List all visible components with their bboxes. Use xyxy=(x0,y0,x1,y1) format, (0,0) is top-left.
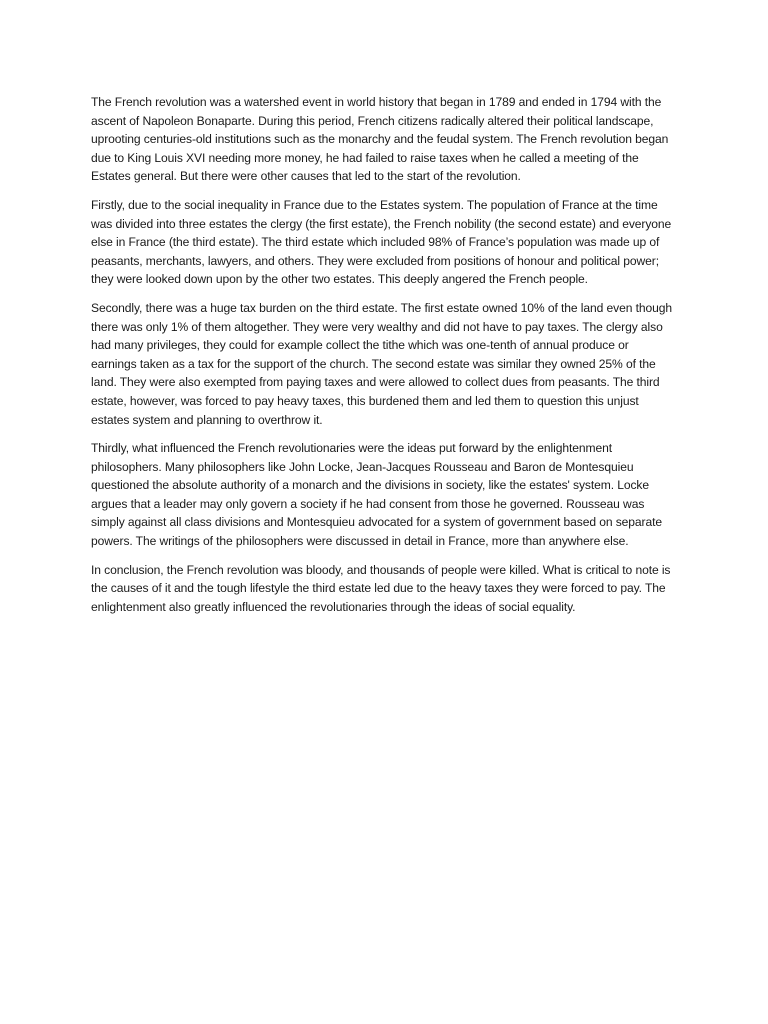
document-body xyxy=(91,93,677,626)
paragraph-intro: The French revolution was a watershed event in world history that began in 1789 and ended in 1794 with the ascent of Napoleon Bonaparte. During this period, French citizens radically altered their political landscape, uprooting centuries-old institutions such as the monarchy and the feudal system. The French revolution began due to King Louis XVI needing more money, he had failed to raise taxes when he called a meeting of the Estates general. But there were other causes that led to the start of the revolution. xyxy=(91,95,669,184)
paragraph-social-inequality: Firstly, due to the social inequality in France due to the Estates system. The population of France at the time was divided into three estates the clergy (the first estate), the French nobility (the second estate) and everyone else in France (the third estate). The third estate which included 98% of France’s population was made up of peasants, merchants, lawyers, and others. They were excluded from positions of honour and political power; they were looked down upon by the other two estates. This deeply angered the French people. xyxy=(91,197,672,287)
paragraph-tax-burden: Secondly, there was a huge tax burden on the third estate. The first estate owned 10% of the land even though there was only 1% of them altogether. They were very wealthy and did not have to pay taxes. The clergy also had many privileges, they could for example collect the tithe which was one-tenth of annual produce or earnings taken as a tax for the support of the church. The second estate was similar they owned 25% of the land. They were also exempted from paying taxes and were allowed to collect dues from peasants. The third estate, however, was forced to pay heavy taxes, this burdened them and led them to question this unjust estates system and planning to overthrow it. xyxy=(91,300,672,427)
paragraph-conclusion: In conclusion, the French revolution was bloody, and thousands of people were killed. What is critical to note is the causes of it and the tough lifestyle the third estate led due to the heavy taxes they were forced to pay. The enlightenment also greatly influenced the revolutionaries through the ideas of social equality. xyxy=(91,562,671,614)
paragraph-enlightenment: Thirdly, what influenced the French revolutionaries were the ideas put forward by the enlightenment philosophers. Many philosophers like John Locke, Jean-Jacques Rousseau and Baron de Montesquieu questioned the absolute authority of a monarch and the divisions in society, like the estates' system. Locke argues that a leader may only govern a society if he had consent from those he governed. Rousseau was simply against all class divisions and Montesquieu advocated for a system of government based on separate powers. The writings of the philosophers were discussed in detail in France, more than anywhere else. xyxy=(91,441,662,549)
